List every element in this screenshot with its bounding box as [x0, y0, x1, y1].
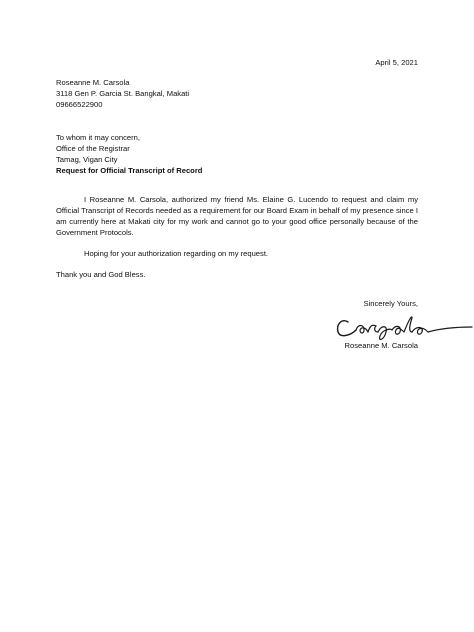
thanks-line: Thank you and God Bless. — [56, 270, 146, 279]
letter-subject: Request for Official Transcript of Record — [56, 166, 203, 175]
complimentary-close: Sincerely Yours, — [363, 299, 418, 308]
sender-block — [56, 77, 189, 110]
sender-address: 3118 Gen P. Garcia St. Bangkal, Makati — [56, 89, 190, 98]
sender-phone: 09666522900 — [56, 100, 103, 109]
sender-name: Roseanne M. Carsola — [56, 78, 130, 87]
handwritten-signature — [334, 308, 474, 344]
letter-body — [56, 194, 418, 280]
recipient-block — [56, 132, 202, 176]
letter-date: April 5, 2021 — [375, 58, 418, 67]
signer-name: Roseanne M. Carsola — [344, 341, 418, 350]
body-paragraph-1: I Roseanne M. Carsola, authorized my friend Ms. Elaine G. Lucendo to request and claim my Official Transcript of Records needed as a requirement for our Board Exam in behalf of my presence since I am currently here at Makati city for my work and cannot go to your good office personally because of the Government Protocols. — [56, 195, 418, 237]
recipient-location: Tamag, Vigan City — [56, 155, 118, 164]
salutation: To whom it may concern, — [56, 133, 140, 142]
body-paragraph-2: Hoping for your authorization regarding on my request. — [84, 249, 269, 258]
recipient-office: Office of the Registrar — [56, 144, 130, 153]
